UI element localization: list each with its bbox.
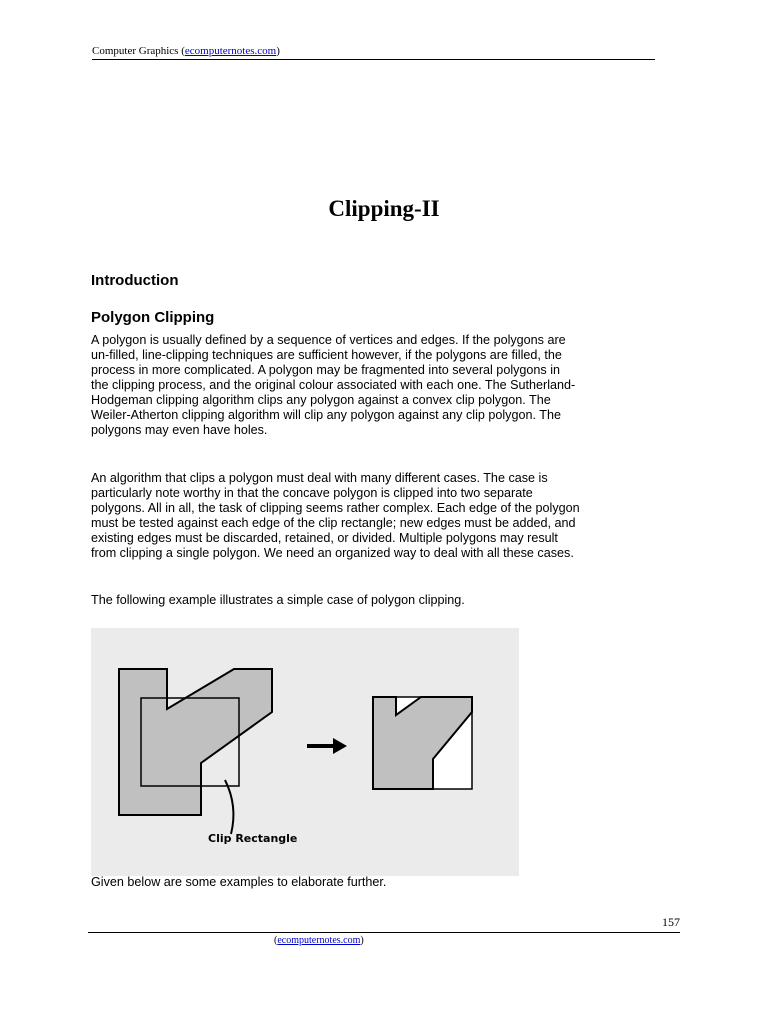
footer-link[interactable]: ecomputernotes.com [277, 935, 361, 946]
footer-divider [88, 932, 680, 933]
footer-prefix: ( [274, 935, 278, 946]
closing-paragraph: Given below are some examples to elaborate further. [91, 875, 387, 889]
clip-label-leader [225, 780, 233, 834]
footer-suffix: ) [360, 935, 364, 946]
header-title-suffix: ) [276, 45, 280, 57]
paragraph-example-intro: The following example illustrates a simple case of polygon clipping. [91, 593, 465, 607]
paragraph-polygon-definition: A polygon is usually defined by a sequence of vertices and edges. If the polygons are un-filled, line-clipping techniques are sufficient however, if the polygons are filled, the process in more complicated. A polygon may be fragmented into several polygons in the clipping process, and the original colour associated with each one. The Sutherland- Hodgeman clipping algorithm clips any polygon against a convex clip polygon. The Weiler-Atherton clipping algorithm will clip any polygon against any clip polygon. The polygons may even have holes. [91, 333, 576, 437]
footer [274, 935, 364, 946]
page-number: 157 [662, 915, 680, 929]
polygon-clipping-heading: Polygon Clipping [91, 309, 215, 326]
polygon-clipping-figure [91, 628, 519, 876]
clip-rectangle-label: Clip Rectangle [208, 832, 298, 845]
original-polygon [119, 669, 272, 815]
header-title-prefix: Computer Graphics ( [92, 45, 185, 57]
header-link[interactable]: ecomputernotes.com [184, 45, 277, 57]
clipping-diagram [91, 628, 519, 876]
introduction-heading: Introduction [91, 272, 179, 289]
running-header [92, 44, 655, 60]
arrow-head [333, 738, 347, 754]
page-title: Clipping-II [328, 196, 440, 221]
paragraph-algorithm-cases: An algorithm that clips a polygon must deal with many different cases. The case is particularly note worthy in that the concave polygon is clipped into two separate polygons. All in all, the task of clipping seems rather complex. Each edge of the polygon must be tested against each edge of the clip rectangle; new edges must be added, and existing edges must be discarded, retained, or divided. Multiple polygons may result from clipping a single polygon. We need an organized way to deal with all these cases. [91, 471, 580, 560]
